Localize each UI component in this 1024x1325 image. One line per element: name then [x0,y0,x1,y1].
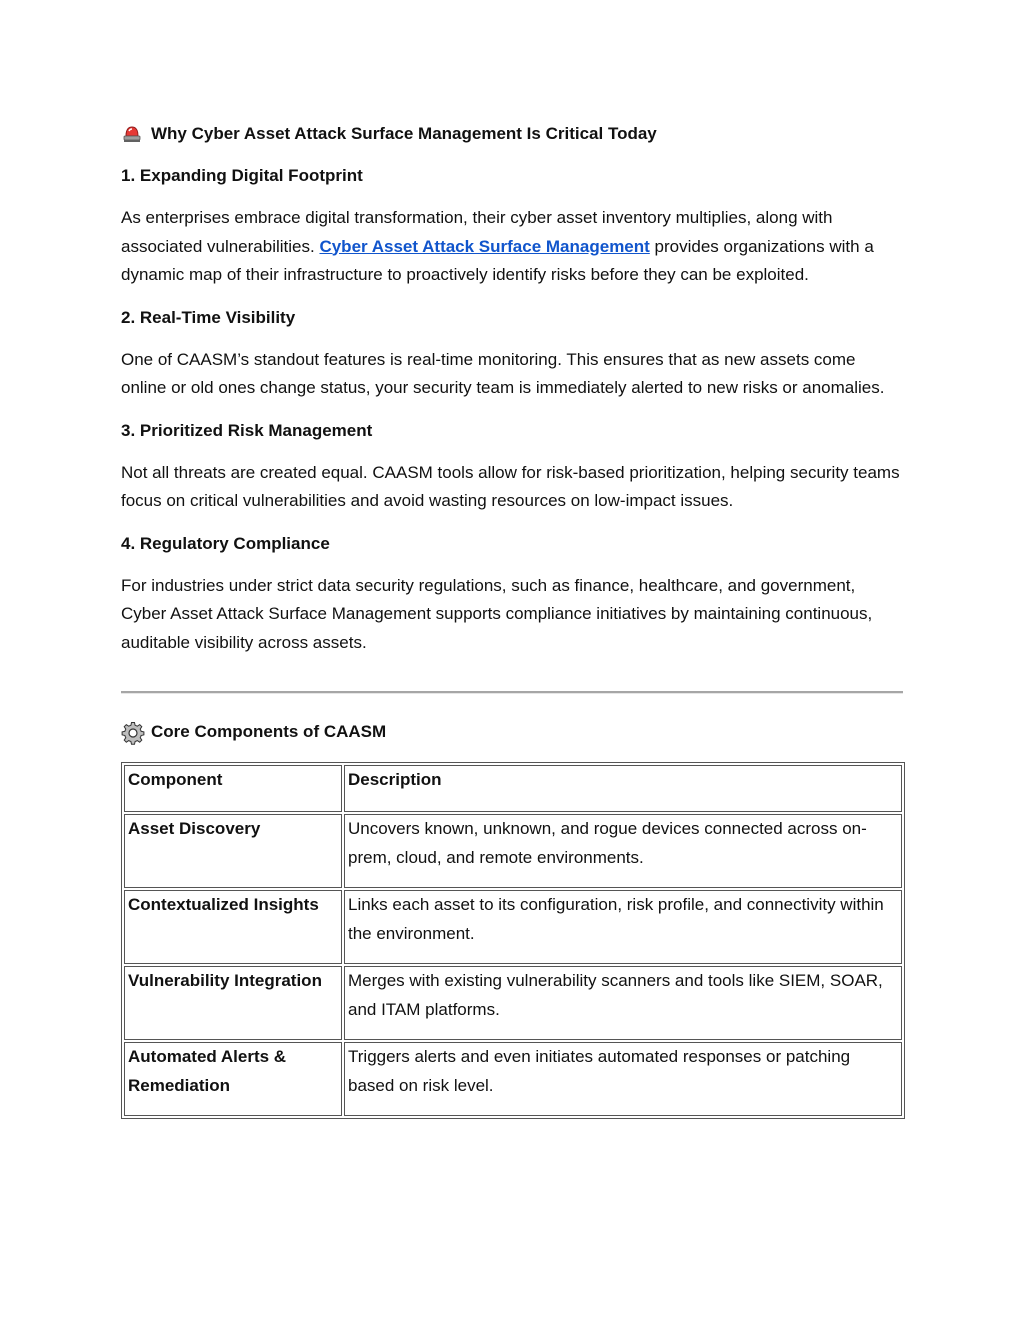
components-title: Core Components of CAASM [151,722,387,741]
components-heading [121,718,903,746]
section-title-visibility: 2. Real-Time Visibility [121,307,296,327]
header-description: Description [344,765,902,812]
section-title-footprint: 1. Expanding Digital Footprint [121,166,363,185]
document-page [121,120,903,1119]
section-text-compliance: For industries under strict data security regulations, such as finance, healthcare, and government, Cyber Asset Attack Surface Management supports compliance initiatives by maintaining continuous, auditable visibility across assets. [121,575,873,652]
intro-title: Why Cyber Asset Attack Surface Management Is Critical Today [151,124,657,143]
section-text-visibility: One of CAASM’s standout features is real-time monitoring. This ensures that as new assets come online or old ones change status, your security team is immediately alerted to new risks or anomalies. [121,349,885,397]
component-description: Triggers alerts and even initiates automated responses or patching based on risk level. [344,1042,902,1116]
caasm-link[interactable]: Cyber Asset Attack Surface Management [319,236,650,256]
table-header-row [124,765,902,812]
header-component: Component [124,765,342,812]
rotating-light-icon [121,123,143,145]
intro-heading [121,120,903,148]
component-description: Uncovers known, unknown, and rogue devices connected across on-prem, cloud, and remote environments. [344,814,902,888]
component-name: Asset Discovery [124,814,342,888]
table-row [124,1042,902,1116]
section-text-footprint [121,204,903,290]
footprint-text-start: As enterprises embrace digital transformation, their cyber asset inventory multiplies, along with associated vulnerabilities. [121,208,833,256]
table-row [124,814,902,888]
section-title-prioritized: 3. Prioritized Risk Management [121,420,373,440]
section-text-prioritized: Not all threats are created equal. CAASM tools allow for risk-based prioritization, helping security teams focus on critical vulnerabilities and avoid wasting resources on low-impact issues. [121,462,900,510]
table-row [124,966,902,1040]
table-row [124,890,902,964]
component-description: Links each asset to its configuration, risk profile, and connectivity within the environment. [344,890,902,964]
component-name: Vulnerability Integration [124,966,342,1040]
component-name: Contextualized Insights [124,890,342,964]
footprint-text-end: provides organizations with a dynamic map of their infrastructure to proactively identify risks before they can be exploited. [121,236,874,284]
component-name: Automated Alerts & Remediation [124,1042,342,1116]
components-table [121,762,905,1119]
gear-icon [121,721,143,743]
component-description: Merges with existing vulnerability scanners and tools like SIEM, SOAR, and ITAM platforms. [344,966,902,1040]
section-title-compliance: 4. Regulatory Compliance [121,533,330,553]
